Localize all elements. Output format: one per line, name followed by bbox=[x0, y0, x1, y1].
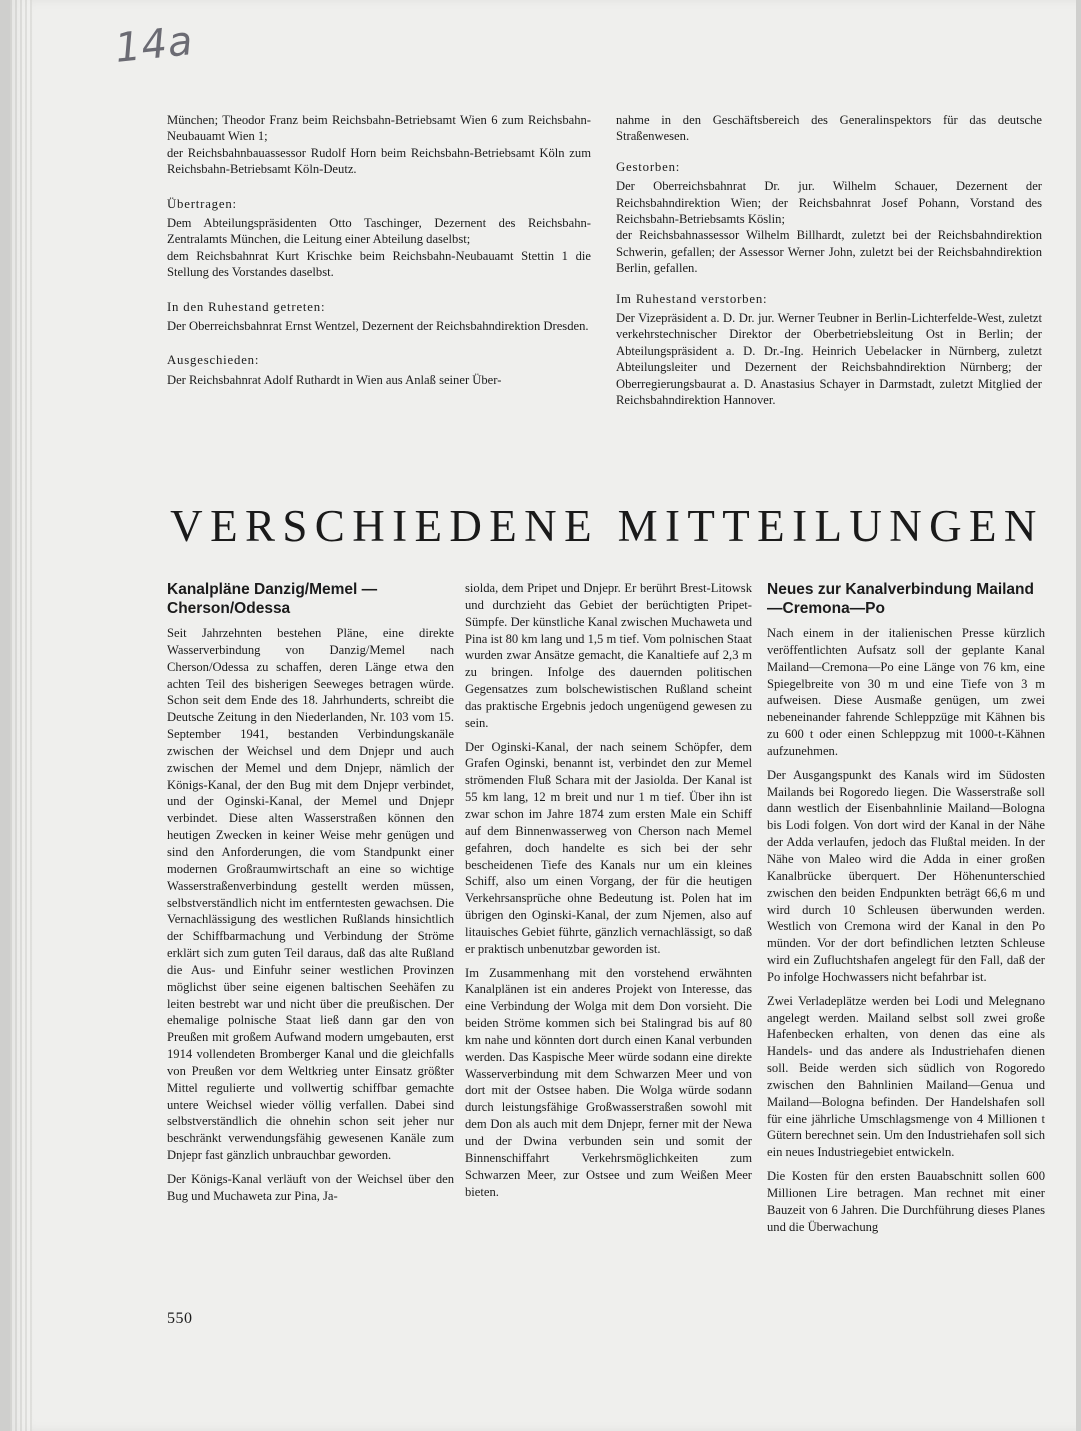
article-paragraph: Die Kosten für den ersten Bauabschnitt sollen 600 Millionen Lire betragen. Man rechnet mit einer Bauzeit von 6 Jahren. Die Durchführung dieses Planes und die Überwachung bbox=[767, 1169, 1045, 1234]
text-line: der Reichsbahnassessor Wilhelm Billhardt, zuletzt bei der Reichsbahndirektion Schwerin, gefallen; der Assessor Werner John, zuletzt bei der Reichsbahndirektion Berlin, gefallen. bbox=[616, 228, 1042, 276]
article-paragraph: Zwei Verladeplätze werden bei Lodi und Melegnano angelegt werden. Mailand selbst soll zwei große Hafenbecken erhalten, von denen das eine als Handels- und das andere als Industriehafen dienen soll. Beide werden sich südlich von Rogoredo zwischen den Bahnlinien Mailand—Genua und Mailand—Bologna befinden. Der Handelshafen soll für eine jährliche Umschlagsmenge von 4 Millionen t Gütern berechnet sein. Um den Industriehafen soll sich ein neues Industriegebiet entwickeln. bbox=[767, 993, 1045, 1160]
text-line: Der Oberreichsbahnrat Ernst Wentzel, Dezernent der Reichsbahndirektion Dresden. bbox=[167, 319, 589, 334]
section-label: Ausgeschieden: bbox=[167, 353, 260, 368]
text-line: Dem Abteilungspräsidenten Otto Taschinger, Dezernent des Reichsbahn-Zentralamts München, die Leitung einer Abteilung daselbst; bbox=[167, 216, 591, 247]
section-label: In den Ruhestand getreten: bbox=[167, 299, 326, 314]
article-kanalplaene bbox=[167, 580, 454, 1212]
article-paragraph: Nach einem in der italienischen Presse kürzlich veröffentlichten Aufsatz soll der geplante Kanal Mailand—Cremona—Po eine Länge von 76 km, eine Spiegelbreite von 30 m und eine Tiefe von 3 m aufweisen. Diese Ausmaße genügen, um zwei nebeneinander fahrende Schleppzüge mit Kähnen bis zu 600 t oder einen Schleppzug mit 1000-t-Kähnen aufzunehmen. bbox=[767, 626, 1045, 758]
article-title: Neues zur Kanalverbindung Mailand—Cremona—Po bbox=[767, 581, 1034, 617]
text-line: München; Theodor Franz beim Reichsbahn-Betriebsamt Wien 6 zum Reichsbahn-Neubauamt Wien 1; bbox=[167, 113, 591, 144]
section-label: Im Ruhestand verstorben: bbox=[616, 291, 768, 306]
text-line: nahme in den Geschäftsbereich des Generalinspektors für das deutsche Straßenwesen. bbox=[616, 113, 1042, 144]
article-paragraph: Der Ausgangspunkt des Kanals wird im Südosten Mailands bei Rogoredo liegen. Die Wasserstraße soll dann westlich der Eisenbahnlinie Mailand—Bologna bis Lodi folgen. Von dort wird der Kanal in der Nähe der Adda verlaufen, jedoch das Flußtal meiden. In der Nähe von Maleo wird die Adda in einer großen Kanalbrücke überquert. Der Höhenunterschied zwischen den beiden Endpunkten beträgt 66,6 m und wird durch 10 Schleusen überwunden werden. Westlich von Cremona wird der Kanal in den Po münden. Vor der dort befindlichen letzten Schleuse wird ein Zufluchtshafen angelegt für den Fall, daß der Po infolge Hochwassers nicht befahrbar ist. bbox=[767, 767, 1045, 984]
text-line: Der Vizepräsident a. D. Dr. jur. Werner Teubner in Berlin-Lichterfelde-West, zuletzt verkehrstechnischer Direktor der Oberbetriebsleitung Ost in Berlin; der Abteilungspräsident a. D. Dr.-Ing. Heinrich Uebelacker in Nürnberg, zuletzt Abteilungsleiter und Dezernent der Reichsbahndirektion Nürnberg; der Oberregierungsbaurat a. D. Anastasius Schayer in Darmstadt, zuletzt Mitglied der Reichsbahndirektion Hannover. bbox=[616, 311, 1042, 408]
text-line: Der Oberreichsbahnrat Dr. jur. Wilhelm Schauer, Dezernent der Reichsbahndirektion Wien; der Reichsbahnrat Josef Pohann, Vorstand des Reichsbahn-Betriebsamts Köslin; bbox=[616, 179, 1042, 227]
text-line: der Reichsbahnbauassessor Rudolf Horn beim Reichsbahn-Betriebsamt Köln zum Reichsbahn-Betriebsamt Köln-Deutz. bbox=[167, 145, 591, 177]
article-mailand-cremona bbox=[767, 580, 1045, 1243]
article-paragraph: Der Oginski-Kanal, der nach seinem Schöpfer, dem Grafen Oginski, benannt ist, verbindet den zur Memel strömenden Fluß Schara mit der Jasiolda. Der Kanal ist 55 km lang, 12 m breit und nur 1 m tief. Über ihn ist zwar schon im Jahre 1874 zum ersten Male ein Schiff auf dem Binnenwasserweg von Cherson nach Memel gefahren, doch handelte es sich bei der sehr bescheidenen Tiefe des Kanals nur um ein kleines Schiff, also um einen Vorgang, der für die heutigen Verkehrsansprüche ohne Bedeutung ist. Polen hat im übrigen den Oginski-Kanal, der zum Njemen, also auf litauisches Gebiet führte, gänzlich vernachlässigt, so daß er praktisch unbenutzbar geworden ist. bbox=[465, 739, 752, 956]
article-paragraph: siolda, dem Pripet und Dnjepr. Er berührt Brest-Litowsk und durchzieht das Gebiet der berüchtigten Pripet-Sümpfe. Der künstliche Kanal zwischen Muchaweta und Pina ist 80 km lang und 1,5 m tief. Vom polnischen Staat wurden zwar Ansätze gemacht, die Kanaltiefe auf 2,3 m zu bringen. Infolge des dauernden politischen Gegensatzes zum bolschewistischen Rußland scheint das praktische Ergebnis jedoch ungenügend gewesen zu sein. bbox=[465, 581, 752, 730]
handwritten-note: 14a bbox=[112, 18, 196, 72]
personnel-column-right bbox=[616, 112, 1042, 409]
section-headline: VERSCHIEDENE MITTEILUNGEN bbox=[170, 501, 1044, 551]
article-title: Kanalpläne Danzig/Memel — Cherson/Odessa bbox=[167, 581, 378, 617]
article-paragraph: Der Königs-Kanal verläuft von der Weichsel über den Bug und Muchaweta zur Pina, Ja- bbox=[167, 1172, 454, 1203]
article-paragraph: Im Zusammenhang mit den vorstehend erwähnten Kanalplänen ist ein anderes Projekt von Interesse, das eine Verbindung der Wolga mit dem Don vorsieht. Die beiden Ströme kommen sich bei Stalingrad bis auf 80 km nahe und könnten dort durch einen Kanal verbunden werden. Das Kaspische Meer würde sodann eine direkte Wasserverbindung mit dem Schwarzen Meer und von dort mit der Ostsee haben. Die Wolga würde sodann durch leistungsfähige Großwasserstraßen sowohl mit dem Don als auch mit dem Dnjepr, ferner mit der Newa und der Dwina verbunden sein und somit der Binnenschiffahrt Verkehrsmöglichkeiten zum Schwarzen Meer, zur Ostsee und zum Weißen Meer bieten. bbox=[465, 965, 752, 1199]
page-edge bbox=[10, 0, 32, 1431]
text-line: Der Reichsbahnrat Adolf Ruthardt in Wien aus Anlaß seiner Über- bbox=[167, 372, 502, 387]
text-line: dem Reichsbahnrat Kurt Krischke beim Reichsbahn-Neubauamt Stettin 1 die Stellung des Vorstandes daselbst. bbox=[167, 248, 591, 280]
article-kanalplaene-continued bbox=[465, 580, 752, 1207]
personnel-column-left bbox=[167, 112, 591, 388]
section-label: Gestorben: bbox=[616, 159, 681, 174]
section-label: Übertragen: bbox=[167, 196, 237, 211]
article-paragraph: Seit Jahrzehnten bestehen Pläne, eine direkte Wasserverbindung von Danzig/Memel nach Cherson/Odessa zu schaffen, deren Länge etwa den achten Teil des bisherigen Seeweges betragen würde. Schon seit dem Ende des 18. Jahrhunderts, schreibt die Deutsche Zeitung in den Niederlanden, Nr. 103 vom 15. September 1941, bestanden Verbindungskanäle zwischen der Weichsel und dem Dnjepr und auch zwischen der Memel und dem Dnjepr, nämlich der Königs-Kanal, der den Bug mit dem Dnjepr verbindet, und der Oginski-Kanal, der Memel und Dnjepr verbindet. Diese alten Wasserstraßen können den heutigen Zwecken in keiner Weise mehr genügen und sind den Anforderungen, die vom Standpunkt einer modernen Großraumwirtschaft an eine so wichtige Wasserstraßenverbindung gestellt werden müssen, selbstverständlich nicht im entferntesten gewachsen. Die Vernachlässigung des westlichen Rußlands hinsichtlich der Schiffbarmachung und Verbindung der Ströme erklärt sich zum guten Teil daraus, daß das alte Rußland die Aus- und Einfuhr seiner westlichen Provinzen möglichst über seine eigenen baltischen Seehäfen zu leiten bestrebt war und nicht über die preußischen. Der ehemalige polnische Staat ließ dann gar den von Preußen mit großem Aufwand modern umgebauten, erst 1914 vollendeten Bromberger Kanal und die gleichfalls von Preußen vor dem Weltkrieg unter Einsatz größter Mittel regulierte und vollwertig schiffbar gemachte untere Weichsel wieder völlig verfallen. Dabei sind selbstverständlich die ohnehin schon seit jeher nur beschränkt verwendungsfähig gewesenen Kanäle zum Dnjepr fast gänzlich unbrauchbar geworden. bbox=[167, 626, 454, 1163]
page-number: 550 bbox=[167, 1310, 193, 1327]
document-page bbox=[10, 0, 1076, 1431]
